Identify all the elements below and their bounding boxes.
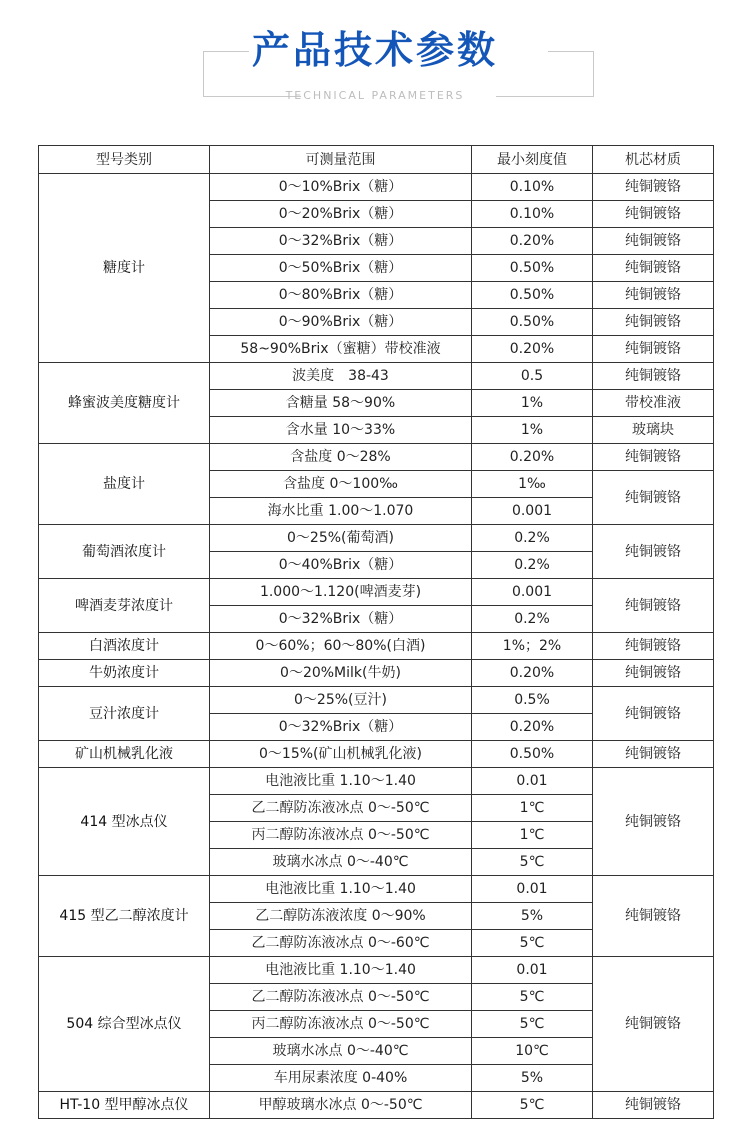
range-cell: 电池液比重 1.10～1.40 [210,957,472,984]
model-category-cell: HT-10 型甲醇冰点仪 [39,1092,210,1119]
scale-cell: 1‰ [472,471,593,498]
scale-cell: 0.001 [472,498,593,525]
table-row [39,741,714,768]
range-cell: 0～20%Milk(牛奶) [210,660,472,687]
range-cell: 玻璃水冰点 0～-40℃ [210,849,472,876]
range-cell: 甲醇玻璃水冰点 0～-50℃ [210,1092,472,1119]
range-cell: 0～32%Brix（糖） [210,714,472,741]
range-cell: 0～40%Brix（糖） [210,552,472,579]
model-category-cell: 414 型冰点仪 [39,768,210,876]
scale-cell: 0.50% [472,741,593,768]
material-cell: 纯铜镀铬 [593,282,714,309]
page-subtitle: TECHNICAL PARAMETERS [285,89,465,102]
scale-cell: 0.01 [472,876,593,903]
material-cell: 纯铜镀铬 [593,228,714,255]
table-row [39,174,714,201]
scale-cell: 0.5 [472,363,593,390]
material-cell: 纯铜镀铬 [593,876,714,957]
scale-cell: 1℃ [472,822,593,849]
model-category-cell: 牛奶浓度计 [39,660,210,687]
material-cell: 玻璃块 [593,417,714,444]
range-cell: 电池液比重 1.10～1.40 [210,768,472,795]
model-category-cell: 葡萄酒浓度计 [39,525,210,579]
page-header [0,0,750,140]
range-cell: 0～60%；60～80%(白酒) [210,633,472,660]
range-cell: 乙二醇防冻液浓度 0～90% [210,903,472,930]
scale-cell: 0.01 [472,957,593,984]
material-cell: 纯铜镀铬 [593,336,714,363]
scale-cell: 1%；2% [472,633,593,660]
scale-cell: 0.20% [472,336,593,363]
scale-cell: 5℃ [472,1092,593,1119]
range-cell: 0～25%(豆汁) [210,687,472,714]
material-cell: 纯铜镀铬 [593,579,714,633]
scale-cell: 0.2% [472,525,593,552]
page-title: 产品技术参数 [251,28,498,72]
table-row [39,525,714,552]
model-category-cell: 415 型乙二醇浓度计 [39,876,210,957]
scale-cell: 0.01 [472,768,593,795]
range-cell: 0～15%(矿山机械乳化液) [210,741,472,768]
range-cell: 0～32%Brix（糖） [210,228,472,255]
range-cell: 丙二醇防冻液冰点 0～-50℃ [210,1011,472,1038]
scale-cell: 5℃ [472,849,593,876]
table-row [39,444,714,471]
scale-cell: 0.10% [472,174,593,201]
range-cell: 含糖量 58～90% [210,390,472,417]
column-header-model: 型号类别 [39,146,210,174]
spec-table [38,145,714,1119]
scale-cell: 0.50% [472,282,593,309]
range-cell: 含水量 10～33% [210,417,472,444]
model-category-cell: 啤酒麦芽浓度计 [39,579,210,633]
scale-cell: 5℃ [472,984,593,1011]
material-cell: 纯铜镀铬 [593,471,714,525]
model-category-cell: 白酒浓度计 [39,633,210,660]
range-cell: 丙二醇防冻液冰点 0～-50℃ [210,822,472,849]
table-header-row [39,146,714,174]
range-cell: 1.000～1.120(啤酒麦芽) [210,579,472,606]
scale-cell: 0.50% [472,309,593,336]
table-row [39,633,714,660]
table-row [39,768,714,795]
material-cell: 带校准液 [593,390,714,417]
material-cell: 纯铜镀铬 [593,957,714,1092]
scale-cell: 10℃ [472,1038,593,1065]
range-cell: 58~90%Brix（蜜糖）带校准液 [210,336,472,363]
range-cell: 乙二醇防冻液冰点 0～-50℃ [210,795,472,822]
material-cell: 纯铜镀铬 [593,1092,714,1119]
scale-cell: 1% [472,417,593,444]
range-cell: 玻璃水冰点 0～-40℃ [210,1038,472,1065]
scale-cell: 0.2% [472,552,593,579]
table-body [39,174,714,1119]
scale-cell: 5% [472,1065,593,1092]
range-cell: 0～32%Brix（糖） [210,606,472,633]
scale-cell: 0.50% [472,255,593,282]
scale-cell: 0.20% [472,228,593,255]
material-cell: 纯铜镀铬 [593,363,714,390]
scale-cell: 0.10% [472,201,593,228]
material-cell: 纯铜镀铬 [593,633,714,660]
material-cell: 纯铜镀铬 [593,687,714,741]
scale-cell: 0.20% [472,444,593,471]
scale-cell: 5℃ [472,1011,593,1038]
table-row [39,363,714,390]
range-cell: 0～10%Brix（糖） [210,174,472,201]
table-row [39,579,714,606]
scale-cell: 5℃ [472,930,593,957]
scale-cell: 1℃ [472,795,593,822]
table-row [39,687,714,714]
model-category-cell: 豆汁浓度计 [39,687,210,741]
range-cell: 海水比重 1.00～1.070 [210,498,472,525]
material-cell: 纯铜镀铬 [593,255,714,282]
scale-cell: 0.2% [472,606,593,633]
material-cell: 纯铜镀铬 [593,201,714,228]
scale-cell: 0.001 [472,579,593,606]
range-cell: 波美度 38-43 [210,363,472,390]
material-cell: 纯铜镀铬 [593,174,714,201]
table-row [39,876,714,903]
range-cell: 0～25%(葡萄酒) [210,525,472,552]
model-category-cell: 糖度计 [39,174,210,363]
range-cell: 0～50%Brix（糖） [210,255,472,282]
material-cell: 纯铜镀铬 [593,525,714,579]
material-cell: 纯铜镀铬 [593,741,714,768]
range-cell: 乙二醇防冻液冰点 0～-60℃ [210,930,472,957]
table-row [39,1092,714,1119]
table-row [39,957,714,984]
model-category-cell: 矿山机械乳化液 [39,741,210,768]
material-cell: 纯铜镀铬 [593,660,714,687]
column-header-range: 可测量范围 [210,146,472,174]
material-cell: 纯铜镀铬 [593,444,714,471]
model-category-cell: 504 综合型冰点仪 [39,957,210,1092]
range-cell: 0～90%Brix（糖） [210,309,472,336]
scale-cell: 0.20% [472,660,593,687]
material-cell: 纯铜镀铬 [593,768,714,876]
range-cell: 含盐度 0～100‰ [210,471,472,498]
table-row [39,660,714,687]
range-cell: 含盐度 0～28% [210,444,472,471]
scale-cell: 0.20% [472,714,593,741]
scale-cell: 1% [472,390,593,417]
model-category-cell: 蜂蜜波美度糖度计 [39,363,210,444]
range-cell: 电池液比重 1.10～1.40 [210,876,472,903]
column-header-material: 机芯材质 [593,146,714,174]
column-header-scale: 最小刻度值 [472,146,593,174]
range-cell: 车用尿素浓度 0-40% [210,1065,472,1092]
range-cell: 0～80%Brix（糖） [210,282,472,309]
scale-cell: 0.5% [472,687,593,714]
model-category-cell: 盐度计 [39,444,210,525]
range-cell: 乙二醇防冻液冰点 0～-50℃ [210,984,472,1011]
material-cell: 纯铜镀铬 [593,309,714,336]
range-cell: 0～20%Brix（糖） [210,201,472,228]
scale-cell: 5% [472,903,593,930]
